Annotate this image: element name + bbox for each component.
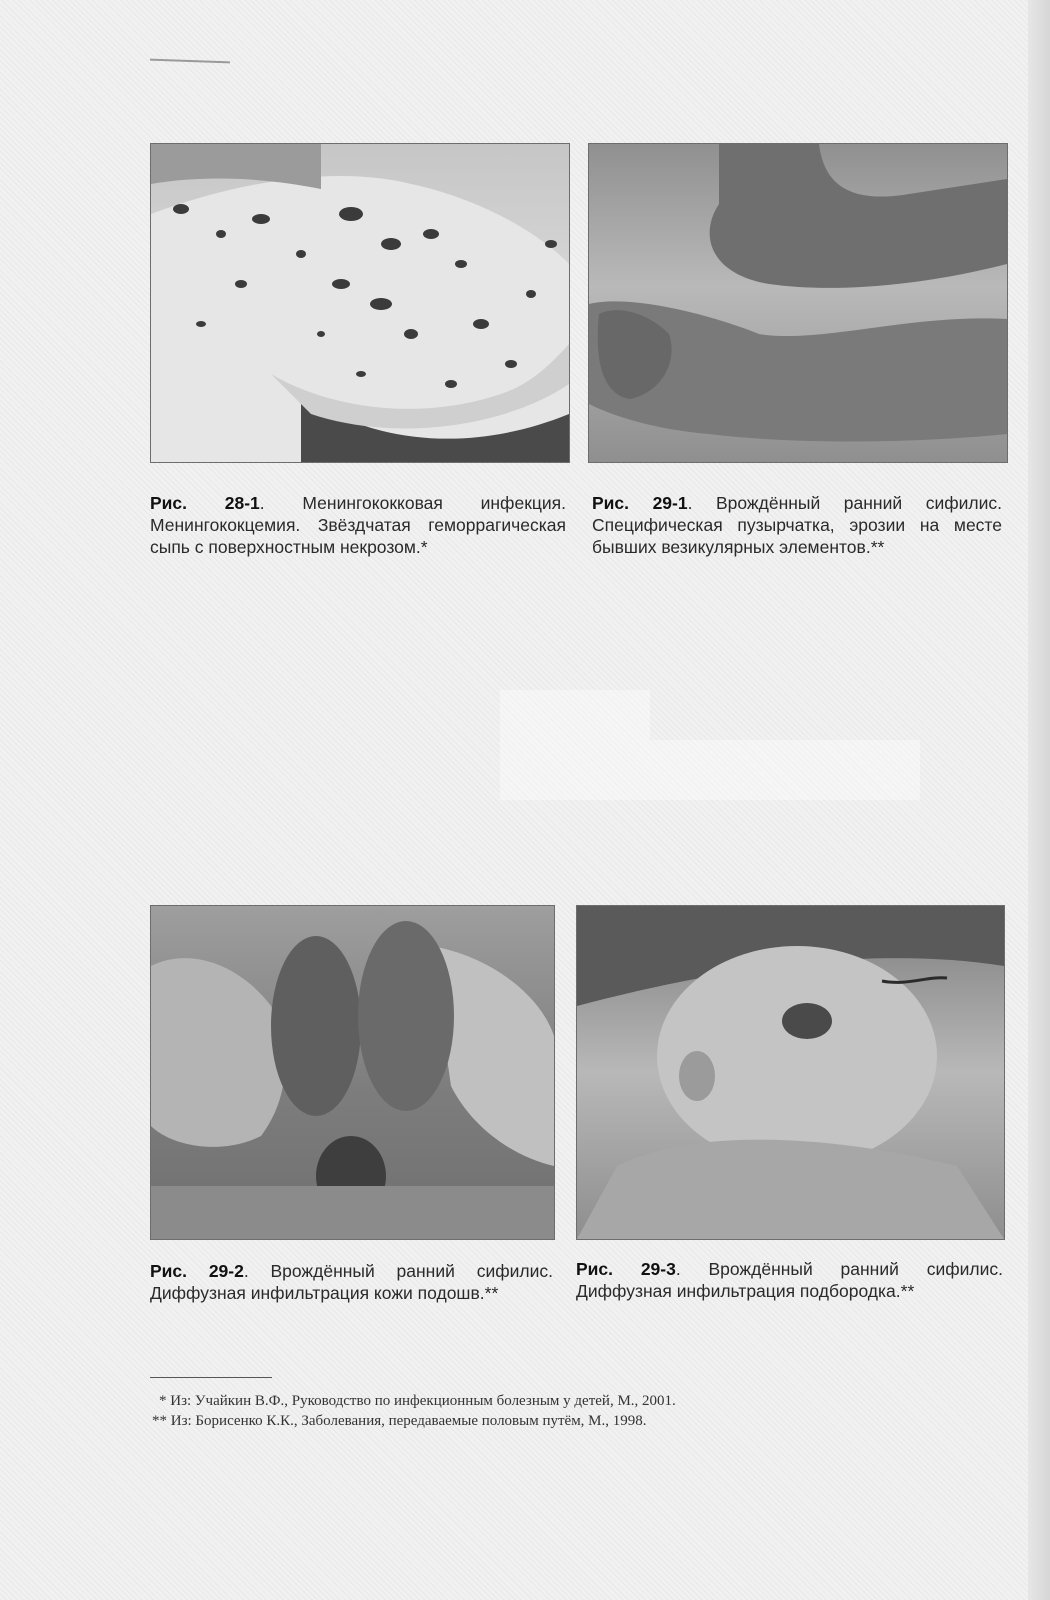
caption-label: Рис. 28-1 [150,493,260,513]
footnote-1: * Из: Учайкин В.Ф., Руководство по инфекционным болезным у детей, М., 2001. [159,1393,676,1409]
caption-fig-29-2 [150,1260,553,1304]
footnote-2: ** Из: Борисенко К.К., Заболевания, передаваемые половым путём, М., 1998. [152,1413,647,1429]
photo-congenital-syphilis-soles [150,905,555,1240]
scan-artifact [650,740,920,800]
scan-artifact [500,690,650,800]
caption-fig-29-3 [576,1258,1003,1302]
caption-fig-28-1 [150,492,566,558]
caption-text: . Врождённый ранний сифилис. Диффузная инфильтрация кожи подошв.** [150,1261,553,1303]
footnote-divider [150,1377,272,1378]
scan-mark [150,59,230,64]
caption-text: . Менингококковая инфекция. Менингококцемия. Звёздчатая геморрагическая сыпь с поверхностным некрозом.* [150,493,566,557]
caption-label: Рис. 29-3 [576,1259,676,1279]
page-edge-shadow [1028,0,1050,1600]
caption-fig-29-1 [592,492,1002,558]
caption-label: Рис. 29-2 [150,1261,244,1281]
caption-label: Рис. 29-1 [592,493,688,513]
photo-congenital-syphilis-legs [588,143,1008,463]
photo-congenital-syphilis-chin [576,905,1005,1240]
photo-meningococcemia-rash [150,143,570,463]
caption-text: . Врождённый ранний сифилис. Диффузная инфильтрация подбородка.** [576,1259,1003,1301]
caption-text: . Врождённый ранний сифилис. Специфическая пузырчатка, эрозии на месте бывших везикулярных элементов.** [592,493,1002,557]
